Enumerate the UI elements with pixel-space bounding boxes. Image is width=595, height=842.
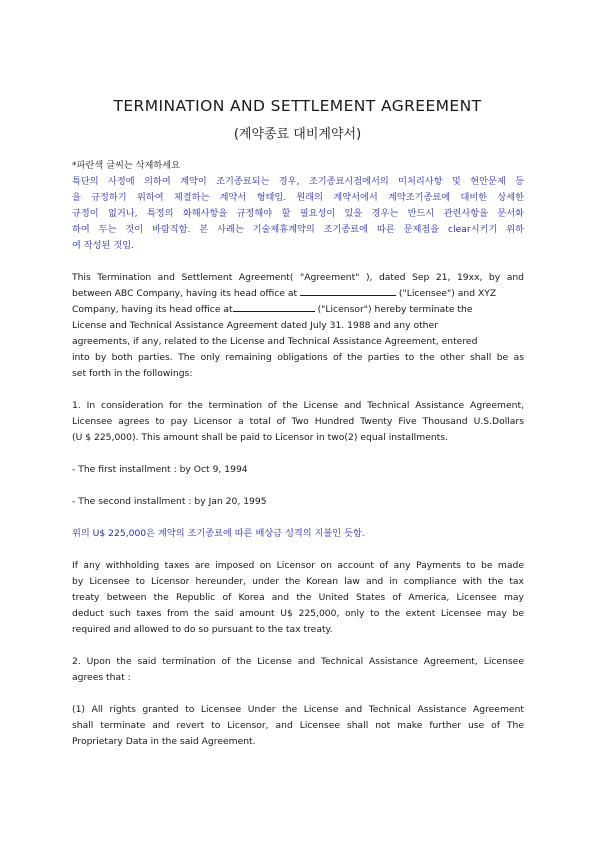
tax-clause-line: deduct such taxes from the said amount U$ 225,000, only to the extent Licensee may be — [72, 608, 524, 619]
preamble-line — [72, 302, 524, 318]
installment-first: - The first installment : by Oct 9, 1994 — [72, 464, 248, 475]
tax-clause-line: required and allowed to do so pursuant to the tax treaty. — [72, 624, 333, 635]
clause-2-line: 2. Upon the said termination of the License and Technical Assistance Agreement, Licensee — [72, 656, 524, 667]
preamble-text: Company, having its head office at — [72, 304, 233, 315]
clause-2-1 — [72, 702, 524, 750]
clause-2 — [72, 654, 524, 686]
korean-intro-line: 하여 두는 것이 바람직함. 본 사례는 기술제휴계약의 조기종료에 따른 문제점을 clear시키기 위하 — [72, 224, 524, 235]
clause-2-line: agrees that : — [72, 672, 131, 683]
instruction-note: *파란색 글씨는 삭제하세요 — [72, 160, 181, 171]
clause-1-line: (U $ 225,000). This amount shall be paid to Licensor in two(2) equal installments. — [72, 432, 448, 443]
preamble-text: ("Licensee") and XYZ — [398, 288, 497, 299]
tax-clause-line: treaty between the Republic of Korea and the United States of America, Licensee may — [72, 592, 524, 603]
preamble — [72, 270, 524, 382]
preamble-text: ("Licensor") hereby terminate the — [317, 304, 473, 315]
licensor-address-blank — [233, 302, 315, 312]
clause-1-line: 1. In consideration for the termination of the License and Technical Assistance Agreement, — [72, 400, 524, 411]
preamble-line: This Termination and Settlement Agreement( "Agreement" ), dated Sep 21, 19xx, by and — [72, 272, 524, 283]
preamble-text: between ABC Company, having its head office at — [72, 288, 298, 299]
clause-2-1-line: shall terminate and revert to Licensor, and Licensee shall not make further use of The — [72, 720, 524, 731]
document-title: TERMINATION AND SETTLEMENT AGREEMENT — [113, 97, 482, 115]
clause-1-line: Licensee agrees to pay Licensor a total of Two Hundred Twenty Five Thousand U.S.Dollars — [72, 416, 524, 427]
installment-second: - The second installment : by Jan 20, 1995 — [72, 496, 267, 507]
tax-clause-line: If any withholding taxes are imposed on Licensor on account of any Payments to be made — [72, 560, 524, 571]
licensee-address-blank — [300, 286, 396, 296]
document-subtitle: (계약종료 대비계약서) — [233, 127, 362, 142]
korean-intro-line: 을 규정하기 위하여 체결하는 계약서 형태임. 원래의 계약서에서 계약조기종료에 대비한 상세한 — [72, 192, 524, 203]
tax-clause — [72, 558, 524, 638]
clause-2-1-line: Proprietary Data in the said Agreement. — [72, 736, 256, 747]
korean-note-payment: 위의 U$ 225,000은 계약의 조기종료에 따른 배상금 성격의 지불인 듯함. — [72, 528, 365, 539]
preamble-line: into by both parties. The only remaining obligations of the parties to the other shall be as — [72, 352, 524, 363]
tax-clause-line: by Licensee to Licensor hereunder, under the Korean law and in compliance with the tax — [72, 576, 524, 587]
clause-2-1-line: (1) All rights granted to Licensee Under the License and Technical Assistance Agreement — [72, 704, 524, 715]
korean-intro — [72, 174, 524, 254]
korean-intro-line: 여 작성된 것임. — [72, 240, 135, 251]
preamble-line — [72, 286, 524, 302]
korean-intro-line: 특단의 사정에 의하여 계약이 조기종료되는 경우, 조기종료시점에서의 미처리사항 및 현안문제 등 — [72, 176, 524, 187]
preamble-line: License and Technical Assistance Agreement dated July 31. 1988 and any other — [72, 320, 438, 331]
clause-1 — [72, 398, 524, 446]
korean-intro-line: 규정이 없거나, 특정의 화해사항을 규정해야 할 필요성이 있을 경우는 반드시 관련사항을 문서화 — [72, 208, 524, 219]
preamble-line: agreements, if any, related to the License and Technical Assistance Agreement, entered — [72, 336, 478, 347]
preamble-line: set forth in the followings: — [72, 368, 193, 379]
